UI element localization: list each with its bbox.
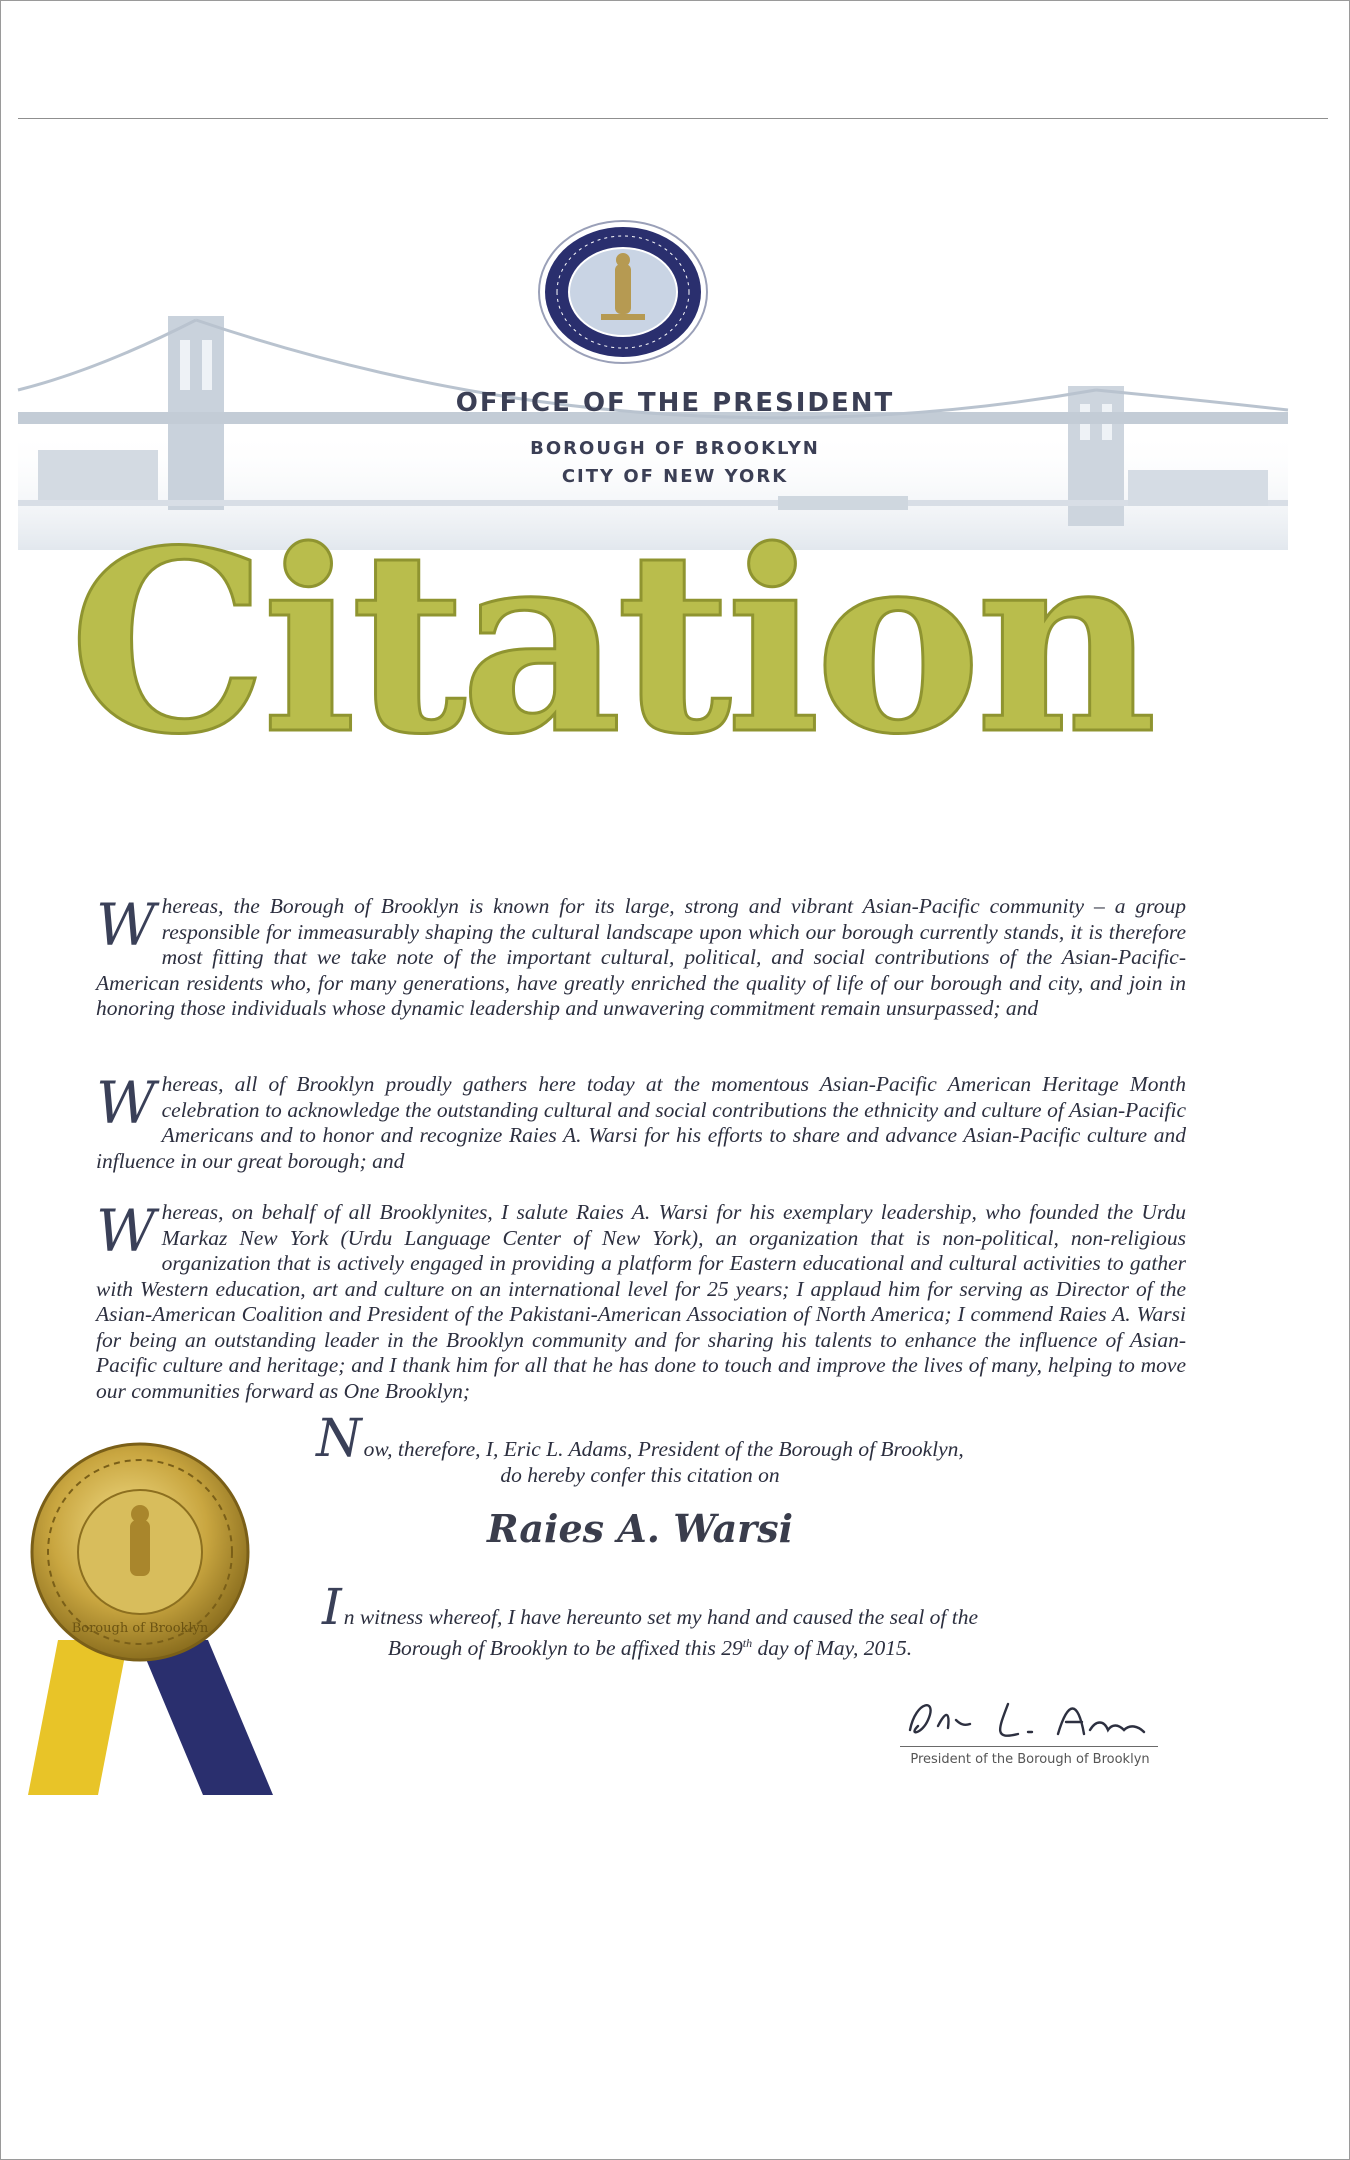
confer-line-2: do hereby confer this citation on (500, 1463, 780, 1487)
honoree-name: Raies A. Warsi (486, 1506, 794, 1551)
dropcap-n: N (316, 1409, 362, 1469)
borough-heading: BOROUGH OF BROOKLYN (530, 438, 820, 459)
paragraph-2-text: hereas, all of Brooklyn proudly gathers here today at the momentous Asian-Pacific American Heritage Month celebration to acknowledge the outstanding cultural and social contributions the ethnicity and culture of Asian-Pacific Americans and to honor and recognize Raies A. Warsi for his efforts to share and advance Asian-Pacific culture and influence in our great borough; and (96, 1072, 1186, 1173)
top-rule (18, 118, 1328, 119)
office-heading: OFFICE OF THE PRESIDENT (455, 388, 895, 418)
witness-line-2-pre: Borough of Brooklyn to be affixed this 29 (387, 1636, 743, 1661)
whereas-paragraph-1 (96, 891, 1186, 1022)
ribbon-yellow (28, 1640, 128, 1795)
citation-title (68, 430, 1152, 830)
city-seal-top (535, 218, 711, 366)
seal-bottom-text: Borough of Brooklyn (71, 1621, 209, 1636)
confer-line-1: ow, therefore, I, Eric L. Adams, President of the Borough of Brooklyn, (363, 1437, 964, 1461)
signature-line (900, 1746, 1158, 1747)
paragraph-3-text: hereas, on behalf of all Brooklynites, I salute Raies A. Warsi for his exemplary leadership, who founded the Urdu Markaz New York (Urdu Language Center of New York), an organization that is non-political, non-religious organization that is actively engaged in providing a platform for Eastern educational and cultural activities to gather with Western education, art and culture on an international level for 25 years; I applaud him for serving as Director of the Asian-American Coalition and President of the Pakistani-American Association of North America; I commend Raies A. Warsi for being an outstanding leader in the Brooklyn community and for sharing his talents to enhance the influence of Asian-Pacific culture and heritage; and I thank him for all that he has done to touch and improve the lives of many, helping to move our communities forward as One Brooklyn; (96, 1200, 1186, 1403)
confer-statement (260, 1409, 1020, 1488)
dropcap-i: I (321, 1578, 342, 1636)
witness-ordinal: th (742, 1636, 753, 1650)
witness-line-1: n witness whereof, I have hereunto set my hand and caused the seal of the (343, 1605, 979, 1629)
witness-line-2-post: day of May, 2015. (752, 1636, 913, 1661)
gold-seal-with-ribbon (18, 1440, 278, 1800)
city-heading: CITY OF NEW YORK (561, 466, 789, 487)
dropcap-3: W (96, 1197, 156, 1265)
whereas-paragraph-2 (96, 1069, 1186, 1174)
dropcap-2: W (96, 1069, 156, 1137)
witness-statement (270, 1578, 1030, 1661)
ribbon-blue (138, 1640, 273, 1795)
dropcap-1: W (96, 891, 156, 959)
signature-caption: President of the Borough of Brooklyn (910, 1752, 1150, 1767)
signature (898, 1690, 1168, 1750)
paragraph-1-text: hereas, the Borough of Brooklyn is known for its large, strong and vibrant Asian-Pacific community – a group responsible for immeasurably shaping the cultural landscape upon which our borough currently stands, it is therefore most fitting that we take note of the important cultural, political, and social contributions of the Asian-Pacific-American residents who, for many generations, have greatly enriched the quality of life of our borough and city, and join in honoring those individuals whose dynamic leadership and unwavering commitment remain unsurpassed; and (96, 894, 1186, 1020)
whereas-paragraph-3 (96, 1197, 1186, 1404)
citation-title-text: Citation (68, 495, 1152, 789)
